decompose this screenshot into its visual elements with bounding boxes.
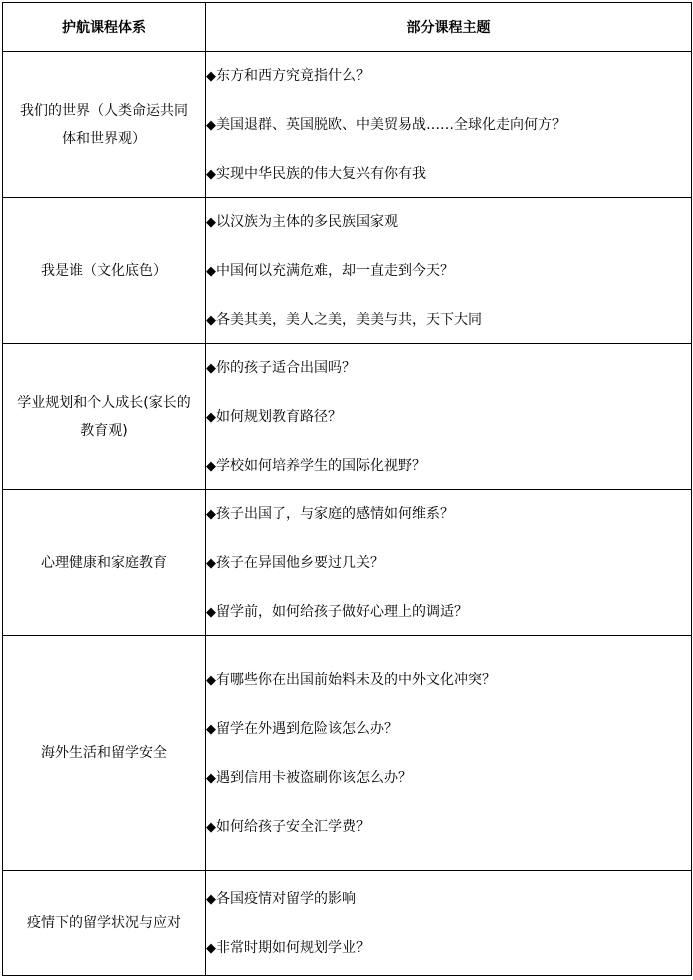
table-row (3, 871, 692, 976)
category-label: 疫情下的留学状况与应对 (27, 915, 181, 931)
topics-cell (206, 344, 692, 490)
category-cell (3, 490, 206, 636)
category-label: 我们的世界（人类命运共同体和世界观） (20, 102, 188, 147)
topics-cell (206, 52, 692, 198)
category-cell (3, 52, 206, 198)
category-cell (3, 871, 206, 976)
topic-item (206, 890, 691, 908)
category-label: 海外生活和留学安全 (41, 745, 167, 761)
topic-item (206, 554, 691, 572)
table-row (3, 490, 692, 636)
category-cell (3, 636, 206, 871)
topic-text: 孩子在异国他乡要过几关？ (216, 554, 384, 571)
table-row (3, 52, 692, 198)
topic-text: 中国何以充满危难，却一直走到今天？ (216, 262, 454, 279)
diamond-bullet-icon: ◆ (206, 506, 216, 522)
diamond-bullet-icon: ◆ (206, 721, 216, 737)
diamond-bullet-icon: ◆ (206, 604, 216, 620)
topic-item (206, 603, 691, 621)
topic-item (206, 939, 691, 957)
diamond-bullet-icon: ◆ (206, 891, 216, 907)
diamond-bullet-icon: ◆ (206, 770, 216, 786)
topic-item (206, 818, 691, 836)
topic-text: 非常时期如何规划学业？ (216, 939, 370, 956)
diamond-bullet-icon: ◆ (206, 555, 216, 571)
topic-item (206, 311, 691, 329)
topic-text: 学校如何培养学生的国际化视野？ (216, 457, 426, 474)
topic-item (206, 359, 691, 377)
topic-item (206, 213, 691, 231)
topic-text: 美国退群、英国脱欧、中美贸易战……全球化走向何方？ (216, 116, 566, 133)
table-row (3, 344, 692, 490)
table-row (3, 636, 692, 871)
category-label: 心理健康和家庭教育 (41, 554, 167, 571)
category-label: 学业规划和个人成长(家长的教育观) (17, 394, 191, 439)
topic-item (206, 116, 691, 134)
diamond-bullet-icon: ◆ (206, 672, 216, 688)
course-table (2, 2, 692, 976)
diamond-bullet-icon: ◆ (206, 940, 216, 956)
diamond-bullet-icon: ◆ (206, 360, 216, 376)
topic-item (206, 408, 691, 426)
category-cell (3, 198, 206, 344)
topic-text: 留学在外遇到危险该怎么办？ (216, 720, 398, 737)
topic-text: 如何规划教育路径？ (216, 408, 342, 425)
topic-text: 实现中华民族的伟大复兴有你有我 (216, 165, 426, 182)
topic-text: 各国疫情对留学的影响 (216, 890, 356, 907)
diamond-bullet-icon: ◆ (206, 458, 216, 474)
topic-item (206, 165, 691, 183)
header-row (3, 3, 692, 52)
topic-text: 以汉族为主体的多民族国家观 (216, 213, 398, 230)
diamond-bullet-icon: ◆ (206, 68, 216, 84)
header-course-topics: 部分课程主题 (206, 3, 692, 52)
topic-text: 如何给孩子安全汇学费？ (216, 818, 370, 835)
topics-cell (206, 871, 692, 976)
category-label: 我是谁（文化底色） (41, 262, 167, 279)
category-cell (3, 344, 206, 490)
topic-text: 遇到信用卡被盗刷你该怎么办？ (216, 769, 412, 786)
topic-item (206, 671, 691, 689)
diamond-bullet-icon: ◆ (206, 117, 216, 133)
diamond-bullet-icon: ◆ (206, 409, 216, 425)
topic-text: 有哪些你在出国前始料未及的中外文化冲突？ (216, 671, 496, 688)
diamond-bullet-icon: ◆ (206, 819, 216, 835)
topic-text: 留学前，如何给孩子做好心理上的调适？ (216, 603, 468, 620)
topic-item (206, 720, 691, 738)
topics-cell (206, 490, 692, 636)
topic-text: 东方和西方究竟指什么？ (216, 67, 370, 84)
diamond-bullet-icon: ◆ (206, 263, 216, 279)
topics-cell (206, 198, 692, 344)
diamond-bullet-icon: ◆ (206, 214, 216, 230)
topic-item (206, 505, 691, 523)
topic-item (206, 67, 691, 85)
header-course-system: 护航课程体系 (3, 3, 206, 52)
topic-text: 孩子出国了，与家庭的感情如何维系？ (216, 505, 454, 522)
topic-text: 你的孩子适合出国吗？ (216, 359, 356, 376)
topic-item (206, 769, 691, 787)
table-row (3, 198, 692, 344)
topic-item (206, 262, 691, 280)
topics-cell (206, 636, 692, 871)
diamond-bullet-icon: ◆ (206, 166, 216, 182)
topic-item (206, 457, 691, 475)
topic-text: 各美其美，美人之美，美美与共，天下大同 (216, 311, 482, 328)
diamond-bullet-icon: ◆ (206, 312, 216, 328)
